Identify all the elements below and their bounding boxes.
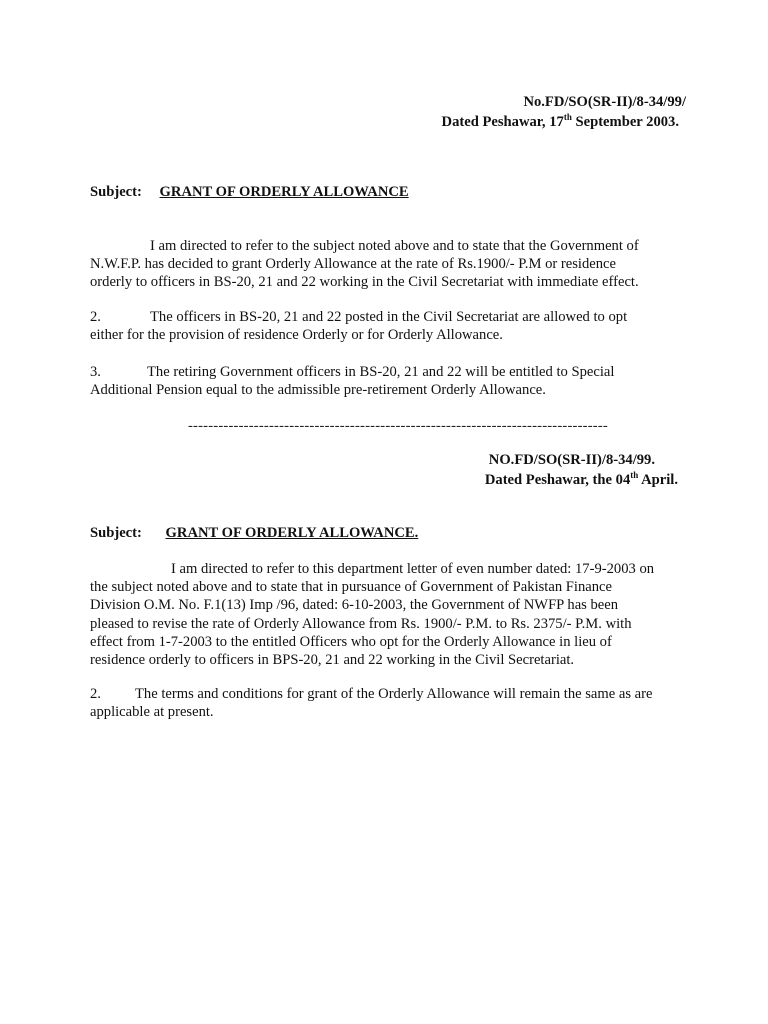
paragraph-line: N.W.F.P. has decided to grant Orderly Allowance at the rate of Rs.1900/- P.M or residence <box>90 256 616 273</box>
paragraph-line: Additional Pension equal to the admissible pre-retirement Orderly Allowance. <box>90 382 546 399</box>
paragraph-line: I am directed to refer to the subject noted above and to state that the Government of <box>150 238 639 254</box>
section-divider: ----------------------------------------------------------------------------------- <box>188 418 608 434</box>
letter1-ref-number: No.FD/SO(SR-II)/8-34/99/ <box>523 94 686 110</box>
paragraph-line: residence orderly to officers in BPS-20, 21 and 22 working in the Civil Secretariat. <box>90 652 575 669</box>
letter1-date: Dated Peshawar, 17th September 2003. <box>441 112 679 130</box>
letter2-paragraph-1 <box>90 560 654 669</box>
paragraph-line: either for the provision of residence Orderly or for Orderly Allowance. <box>90 327 503 344</box>
subject-title: GRANT OF ORDERLY ALLOWANCE <box>159 184 409 200</box>
letter2-ref-number: NO.FD/SO(SR-II)/8-34/99. <box>488 452 655 468</box>
paragraph-line: applicable at present. <box>90 704 214 721</box>
letter2-subject <box>90 525 418 542</box>
letter1-paragraph-1 <box>90 237 639 292</box>
paragraph-line: the subject noted above and to state that in pursuance of Government of Pakistan Finance <box>90 579 612 596</box>
letter1-paragraph-3 <box>90 363 614 399</box>
paragraph-line: I am directed to refer to this department letter of even number dated: 17-9-2003 on <box>171 561 655 577</box>
paragraph-line: The officers in BS-20, 21 and 22 posted in the Civil Secretariat are allowed to opt <box>150 309 628 325</box>
paragraph-number: 2. <box>90 686 101 702</box>
letter2-date: Dated Peshawar, the 04th April. <box>484 470 678 488</box>
paragraph-number: 2. <box>90 309 101 325</box>
paragraph-line: effect from 1-7-2003 to the entitled Officers who opt for the Orderly Allowance in lieu of <box>90 633 612 650</box>
subject-label: Subject: <box>90 525 142 541</box>
letter2-paragraph-2 <box>90 685 653 721</box>
paragraph-line: pleased to revise the rate of Orderly Allowance from Rs. 1900/- P.M. to Rs. 2375/- P.M. with <box>90 615 632 632</box>
letter1-paragraph-2 <box>90 308 627 344</box>
subject-title: GRANT OF ORDERLY ALLOWANCE. <box>165 525 419 541</box>
paragraph-number: 3. <box>90 364 101 380</box>
paragraph-line: orderly to officers in BS-20, 21 and 22 working in the Civil Secretariat with immediate effect. <box>90 274 639 291</box>
paragraph-line: The terms and conditions for grant of the Orderly Allowance will remain the same as are <box>135 686 653 702</box>
paragraph-line: The retiring Government officers in BS-20, 21 and 22 will be entitled to Special <box>147 364 615 380</box>
letter1-subject <box>90 184 409 201</box>
subject-label: Subject: <box>90 184 142 200</box>
paragraph-line: Division O.M. No. F.1(13) Imp /96, dated: 6-10-2003, the Government of NWFP has been <box>90 597 619 614</box>
